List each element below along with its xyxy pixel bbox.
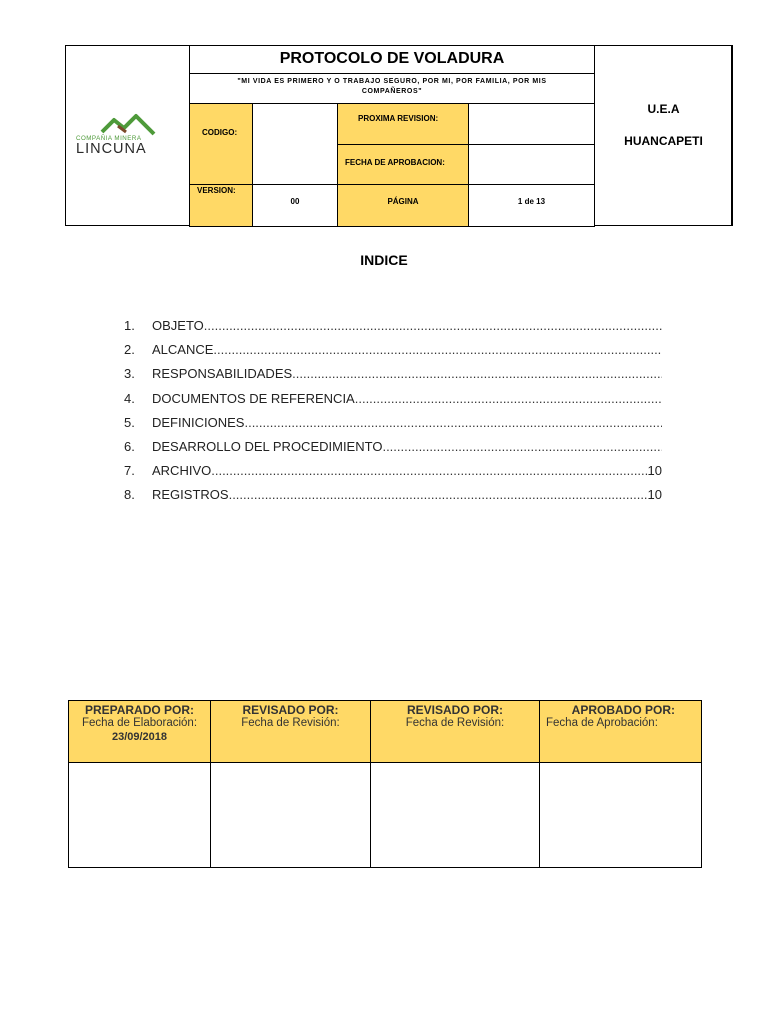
index-item-number: 1. — [124, 318, 135, 333]
codigo-label-cell — [189, 103, 253, 185]
approval-signature-revisado-1[interactable] — [210, 762, 371, 868]
pagina-label: PÁGINA — [387, 197, 419, 206]
proxima-revision-label: PROXIMA REVISION: — [358, 114, 439, 123]
version-value: 00 — [290, 197, 300, 206]
index-leader-dots — [229, 487, 648, 502]
index-list — [124, 318, 664, 512]
document-title: PROTOCOLO DE VOLADURA — [279, 50, 505, 67]
pagina-value: 1 de 13 — [517, 197, 546, 206]
pagina-label-cell — [337, 184, 469, 227]
approval-date-label: Fecha de Aprobación: — [546, 717, 658, 729]
logo-line2: LINCUNA — [76, 141, 147, 156]
index-item-archivo[interactable] — [124, 463, 664, 487]
index-item-alcance[interactable] — [124, 342, 664, 366]
approval-header-aprobado — [539, 700, 702, 763]
motto-cell — [189, 73, 595, 104]
approval-signature-revisado-2[interactable] — [370, 762, 540, 868]
index-title: INDICE — [360, 252, 408, 268]
index-item-definiciones[interactable] — [124, 415, 664, 439]
approval-signature-preparado[interactable] — [68, 762, 211, 868]
approval-role: PREPARADO POR: — [84, 703, 195, 717]
index-item-label: DESARROLLO DEL PROCEDIMIENTO — [152, 438, 383, 454]
index-item-number: 4. — [124, 390, 135, 406]
index-item-objeto[interactable] — [124, 318, 664, 342]
uea-cell — [594, 45, 733, 226]
approval-date-label: Fecha de Revisión: — [405, 717, 505, 729]
document-header-table — [65, 45, 732, 226]
index-leader-dots — [204, 318, 662, 333]
index-item-documentos-de-referencia[interactable] — [124, 391, 664, 415]
approval-date-label: Fecha de Elaboración: — [81, 717, 198, 729]
index-item-label: ARCHIVO — [152, 463, 212, 479]
title-cell — [189, 45, 595, 74]
approval-date-label: Fecha de Revisión: — [241, 717, 340, 729]
index-item-label: DOCUMENTOS DE REFERENCIA — [152, 390, 355, 406]
safety-motto: "MI VIDA ES PRIMERO Y O TRABAJO SEGURO, POR MI, POR FAMILIA, POR MIS COMPAÑEROS" — [237, 78, 547, 95]
index-item-label: ALCANCE — [152, 342, 214, 358]
index-item-label: RESPONSABILIDADES — [152, 366, 293, 382]
index-leader-dots — [382, 439, 662, 454]
approvals-table — [68, 700, 701, 867]
approval-header-revisado-2 — [370, 700, 540, 763]
index-item-number: 7. — [124, 463, 135, 479]
approval-header-preparado — [68, 700, 211, 763]
pagina-value-cell — [468, 184, 595, 227]
index-leader-dots — [244, 415, 662, 430]
uea-label: U.E.A — [647, 102, 680, 116]
codigo-value-cell — [252, 103, 338, 185]
index-item-page: 10 — [647, 487, 662, 503]
index-leader-dots — [211, 463, 647, 478]
company-logo — [74, 112, 184, 156]
index-item-number: 5. — [124, 414, 135, 430]
fecha-aprobacion-label: FECHA DE APROBACION: — [345, 158, 445, 167]
index-item-label: DEFINICIONES — [152, 414, 245, 430]
index-leader-dots — [292, 366, 662, 381]
codigo-label: CODIGO: — [202, 128, 238, 137]
approval-role: APROBADO POR: — [571, 703, 675, 717]
index-leader-dots — [213, 342, 662, 357]
index-item-responsabilidades[interactable] — [124, 366, 664, 390]
index-item-registros[interactable] — [124, 487, 664, 511]
version-label-cell — [189, 184, 253, 227]
approval-date-value: 23/09/2018 — [111, 731, 168, 743]
logo-cell — [65, 45, 190, 226]
logo-line1: COMPAÑIA MINERA — [76, 135, 142, 142]
version-label: VERSION: — [197, 186, 236, 195]
approval-role: REVISADO POR: — [406, 703, 503, 717]
fecha-aprobacion-value-cell — [468, 144, 595, 185]
approval-role: REVISADO POR: — [242, 703, 339, 717]
fecha-aprobacion-label-cell — [337, 144, 469, 185]
index-item-number: 8. — [124, 487, 135, 503]
uea-place: HUANCAPETI — [624, 134, 703, 148]
index-item-number: 6. — [124, 438, 135, 454]
index-item-page: 10 — [647, 463, 662, 479]
approval-header-revisado-1 — [210, 700, 371, 763]
index-leader-dots — [355, 391, 662, 406]
index-item-label: REGISTROS — [152, 487, 229, 503]
approval-signature-aprobado[interactable] — [539, 762, 702, 868]
index-item-number: 3. — [124, 366, 135, 382]
proxima-revision-label-cell — [337, 103, 469, 145]
index-item-desarrollo-del-procedimiento[interactable] — [124, 439, 664, 463]
version-value-cell — [252, 184, 338, 227]
proxima-revision-value-cell — [468, 103, 595, 145]
index-item-label: OBJETO — [152, 318, 204, 333]
index-item-number: 2. — [124, 342, 135, 358]
